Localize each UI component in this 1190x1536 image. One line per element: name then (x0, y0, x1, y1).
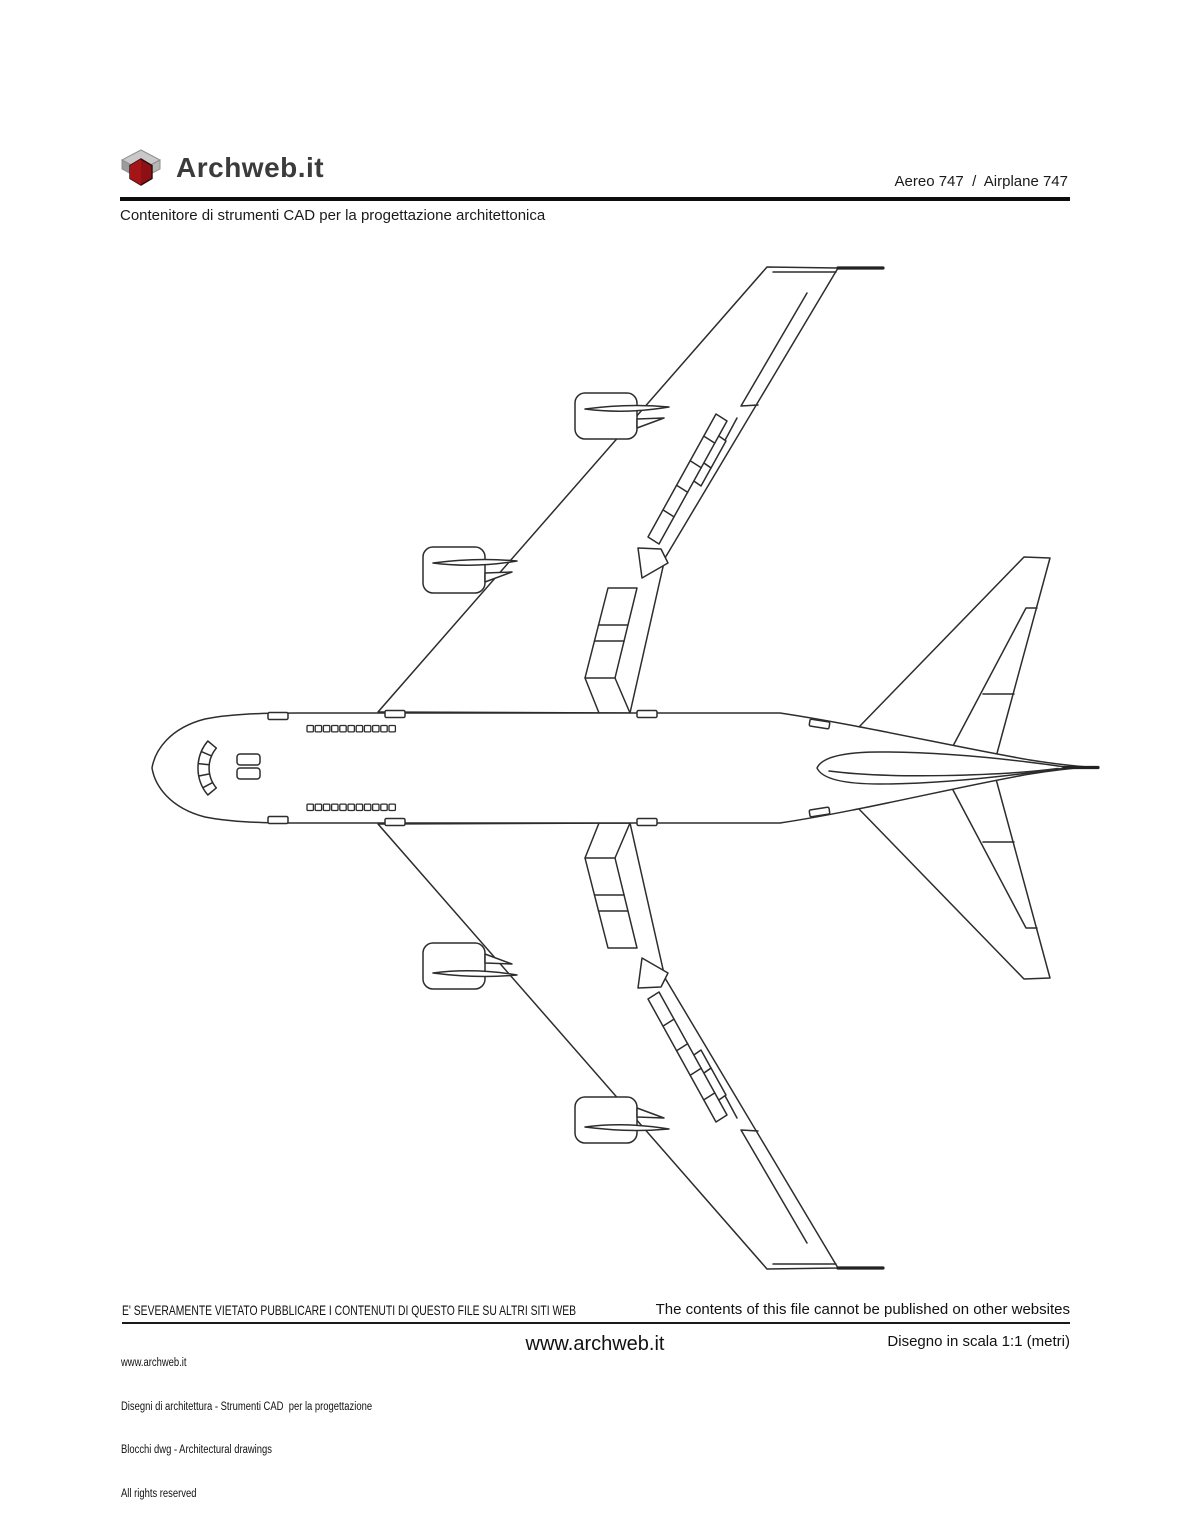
passenger-window (389, 726, 395, 732)
footer-left-block (121, 1327, 372, 1530)
passenger-window (364, 726, 370, 732)
upper-half-outer-structure (378, 267, 1050, 764)
passenger-window (373, 726, 379, 732)
lower-half-outer-structure (378, 772, 1050, 1269)
logo-text: Archweb.it (176, 152, 325, 183)
passenger-window (381, 726, 387, 732)
footer-rule (122, 1322, 1070, 1324)
door-mark (385, 711, 405, 718)
passenger-window (315, 726, 321, 732)
passenger-window (307, 726, 313, 732)
passenger-window (348, 726, 354, 732)
upper-deck-hatch (237, 768, 260, 779)
footer-left-line: Blocchi dwg - Architectural drawings (121, 1444, 272, 1456)
door-mark (637, 711, 657, 718)
passenger-window (332, 726, 338, 732)
footer-left-line: Disegni di architettura - Strumenti CAD per la progettazione (121, 1400, 373, 1413)
footer-scale-note: Disegno in scala 1:1 (metri) (887, 1333, 1070, 1350)
title-italian: Aereo 747 (894, 173, 964, 190)
copyright-notice-italian: E' SEVERAMENTE VIETATO PUBBLICARE I CONTENUTI DI QUESTO FILE SU ALTRI SITI WEB (122, 1302, 577, 1318)
copyright-notice-english: The contents of this file cannot be published on other websites (655, 1301, 1070, 1318)
vertical-fin-top-view (817, 752, 1069, 784)
door-mark (268, 713, 288, 720)
title-english: Airplane 747 (983, 173, 1068, 190)
footer-left-line: www.archweb.it (121, 1357, 187, 1369)
engine-nacelle (423, 547, 485, 593)
page-subtitle: Contenitore di strumenti CAD per la progettazione architettonica (120, 207, 546, 224)
footer-website-url: www.archweb.it (525, 1333, 665, 1355)
passenger-window (340, 726, 346, 732)
title-separator: / (963, 173, 984, 190)
passenger-window (323, 726, 329, 732)
window-row (307, 726, 395, 732)
passenger-window (356, 726, 362, 732)
footer-left-line: All rights reserved (121, 1487, 197, 1500)
upper-deck-hatch (237, 754, 260, 765)
